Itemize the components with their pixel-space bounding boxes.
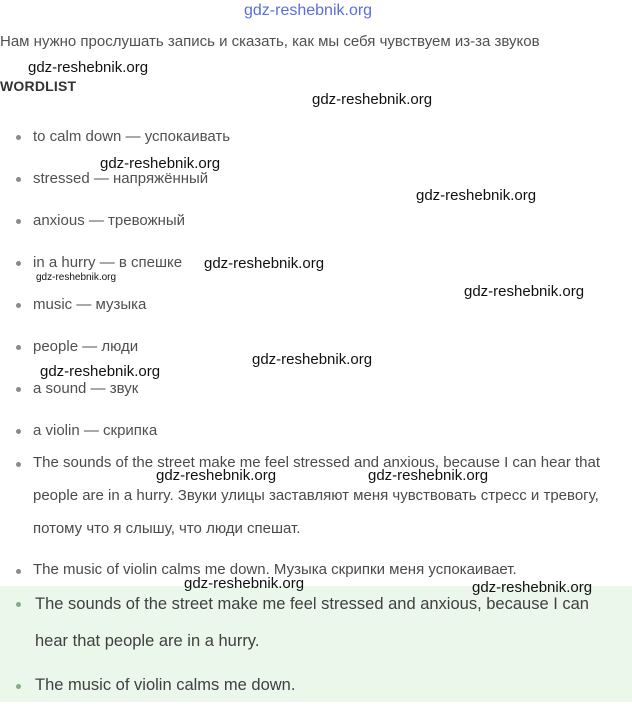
answer-paragraph: The music of violin calms me down. bbox=[35, 676, 296, 694]
word-item: a violin — скрипка bbox=[33, 422, 158, 439]
bullet bbox=[16, 261, 21, 266]
answer-paragraph: The sounds of the street make me feel stressed and anxious, because I can hear that people are in a hurry. bbox=[35, 595, 589, 650]
bullet bbox=[16, 387, 21, 392]
wm-top: gdz-reshebnik.org bbox=[244, 2, 373, 19]
bullet bbox=[16, 177, 21, 182]
watermark: gdz-reshebnik.org bbox=[472, 579, 593, 596]
watermark: gdz-reshebnik.org bbox=[252, 351, 373, 368]
bullet bbox=[16, 462, 21, 467]
watermark: gdz-reshebnik.org bbox=[28, 59, 149, 76]
word-item: music — музыка bbox=[33, 296, 147, 313]
bullet bbox=[16, 602, 21, 607]
watermark: gdz-reshebnik.org bbox=[312, 91, 433, 108]
watermark: gdz-reshebnik.org bbox=[100, 155, 221, 172]
word-item: to calm down — успокаивать bbox=[33, 128, 231, 145]
bullet bbox=[16, 569, 21, 574]
wordlist-heading: WORDLIST bbox=[0, 78, 77, 94]
word-item: in a hurry — в спешке bbox=[33, 254, 183, 271]
watermark: gdz-reshebnik.org bbox=[156, 467, 277, 484]
watermark: gdz-reshebnik.org bbox=[204, 255, 325, 272]
watermark: gdz-reshebnik.org bbox=[368, 467, 489, 484]
word-item: a sound — звук bbox=[33, 380, 139, 397]
bullet bbox=[16, 219, 21, 224]
bullet bbox=[16, 135, 21, 140]
watermark: gdz-reshebnik.org bbox=[184, 575, 305, 592]
word-item: people — люди bbox=[33, 338, 139, 355]
bullet bbox=[16, 684, 21, 689]
translation-paragraph: The music of violin calms me down. Музыка скрипки меня успокаивает. bbox=[33, 561, 517, 578]
intro-text: Нам нужно прослушать запись и сказать, как мы себя чувствуем из-за звуков bbox=[0, 33, 540, 50]
watermark: gdz-reshebnik.org bbox=[464, 283, 585, 300]
watermark: gdz-reshebnik.org bbox=[40, 363, 161, 380]
bullet bbox=[16, 303, 21, 308]
translation-paragraph: The sounds of the street make me feel stressed and anxious, because I can hear that people are in a hurry. Звуки улицы заставляют меня чувствовать стресс и тревогу, потому что я слышу, что люди спешат. bbox=[33, 454, 600, 537]
word-item: anxious — тревожный bbox=[33, 212, 186, 229]
watermark: gdz-reshebnik.org bbox=[36, 272, 117, 283]
bullet bbox=[16, 345, 21, 350]
watermark: gdz-reshebnik.org bbox=[416, 187, 537, 204]
bullet bbox=[16, 429, 21, 434]
answer-box bbox=[0, 586, 632, 702]
word-item: stressed — напряжённый bbox=[33, 170, 209, 187]
